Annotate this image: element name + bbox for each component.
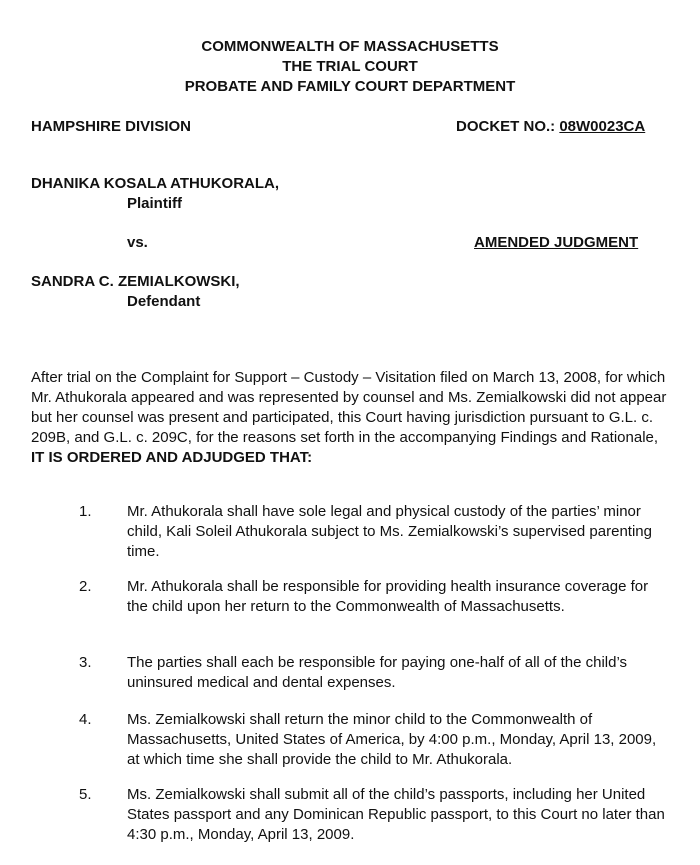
intro-text: After trial on the Complaint for Support – Custody – Visitation filed on March 13, 2008, for which Mr. Athukorala appeared and was represented by counsel and Ms. Zemialkowski did not appear but her counsel was present and participated, this Court having jurisdiction pursuant to G.L. c. 209B, and G.L. c. 209C, for the reasons set forth in the accompanying Findings and Rationale, [31, 369, 667, 446]
defendant-name: SANDRA C. ZEMIALKOWSKI, [31, 273, 240, 290]
item-text: Ms. Zemialkowski shall submit all of the child’s passports, including her United States passport and any Dominican Republic passport, to this Court no later than 4:30 p.m., Monday, April 13, 2009. [127, 786, 665, 843]
intro-paragraph [31, 368, 671, 468]
versus-label: vs. [127, 234, 148, 251]
court-department: PROBATE AND FAMILY COURT DEPARTMENT [184, 78, 516, 95]
court-name: COMMONWEALTH OF MASSACHUSETTS [201, 38, 499, 55]
document-title: AMENDED JUDGMENT [474, 234, 639, 251]
item-number: 4. [79, 711, 92, 728]
docket-number: 08W0023CA [559, 118, 646, 135]
item-number: 2. [79, 578, 92, 595]
defendant-role: Defendant [127, 293, 201, 310]
court-subtitle: THE TRIAL COURT [282, 58, 418, 75]
item-text: Mr. Athukorala shall have sole legal and physical custody of the parties’ minor child, Kali Soleil Athukorala subject to Ms. Zemialkowski’s supervised parenting time. [127, 503, 652, 560]
ordered-clause: IT IS ORDERED AND ADJUDGED THAT: [31, 449, 313, 466]
plaintiff-role: Plaintiff [127, 195, 182, 212]
docket-label: DOCKET NO.: [456, 118, 556, 135]
item-text: The parties shall each be responsible for paying one-half of all of the child’s uninsured medical and dental expenses. [127, 654, 628, 691]
item-text: Mr. Athukorala shall be responsible for providing health insurance coverage for the child upon her return to the Commonwealth of Massachusetts. [127, 578, 649, 615]
item-text: Ms. Zemialkowski shall return the minor child to the Commonwealth of Massachusetts, United States of America, by 4:00 p.m., Monday, April 13, 2009, at which time she shall provide the child to Mr. Athukorala. [127, 711, 657, 768]
division-label: HAMPSHIRE DIVISION [31, 118, 192, 135]
item-number: 5. [79, 786, 92, 803]
plaintiff-name: DHANIKA KOSALA ATHUKORALA, [31, 175, 280, 192]
docket-line [456, 117, 645, 137]
item-number: 1. [79, 503, 92, 520]
item-number: 3. [79, 654, 92, 671]
